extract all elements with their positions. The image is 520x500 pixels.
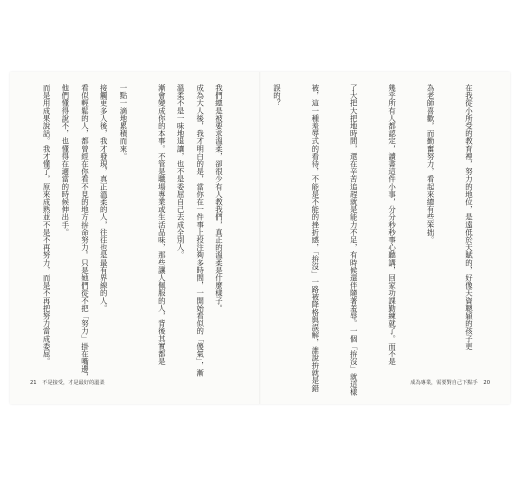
text-line: 在我從小所受的教育裡，努力的地位，是遠低於天賦的，好像天資聰穎的孩子更 — [464, 84, 474, 350]
text-line: 成為大人後，我才明白的是，當你在一件事上投注夠多時間，一開始看似的「傻氣」，漸 — [195, 84, 205, 377]
text-line: 溫柔不是一味地退讓，也不是委屈自己去成全別人。 — [176, 84, 186, 259]
text-line: 被，這一種羞辱式的看待，不能是不能的挫折感，「拚沒」一路被降格與誤解，誰說拚就是錯 — [310, 84, 320, 392]
right-page-footer — [410, 379, 494, 386]
text-line: 幾乎所有人都認定，讀書這件小事，分分秒秒事心聽講，回家功課勤練就了。而不是 — [387, 84, 397, 366]
running-title: 不是接受，才是最好的溫柔 — [42, 380, 105, 386]
text-line: 漸會變成你的本事。不管是職場專業或生活品味，那些讓人佩服的人，背後其實都是 — [157, 84, 167, 366]
text-line: 為老師喜歡，而勤奮努力，看起來總有些笨拙。 — [426, 84, 436, 244]
text-line: 一點一滴地累積而來。 — [118, 84, 128, 160]
paragraph-gap — [231, 84, 244, 374]
text-line: 我們總是被要求溫柔，卻很少有人教我們，真正的溫柔是什麼樣子。 — [214, 84, 224, 312]
text-line: 他們懂得說不，也懂得在適當的時候伸出手。 — [60, 84, 70, 236]
page-number: 21 — [30, 380, 37, 386]
paragraph-gap — [1, 84, 14, 374]
left-page-footer — [26, 379, 105, 386]
text-line: 而是用成果說話。我才懂了，原來成熟並不是不再努力，而是不再把努力當成委屈。 — [42, 84, 52, 366]
running-title: 成為專業，需要對自己下點手 — [410, 380, 478, 386]
text-line: 接觸更多人後，我才發現，真正溫柔的人，往往也是最有界線的人。 — [99, 84, 109, 312]
page-number: 20 — [483, 380, 490, 386]
book-spread — [10, 72, 510, 404]
text-line: 了大把大把地時間，還在辛苦追趕就是能力不足，有時候還伴隨著羞辱。一個「拚沒」就這樣 — [349, 84, 359, 396]
text-line: 誤的？ — [272, 84, 282, 107]
text-line: 看似輕鬆的人，都曾經在你看不見的地方拚命努力。只是她們從不把「努力」掛在嘴邊， — [80, 84, 90, 381]
